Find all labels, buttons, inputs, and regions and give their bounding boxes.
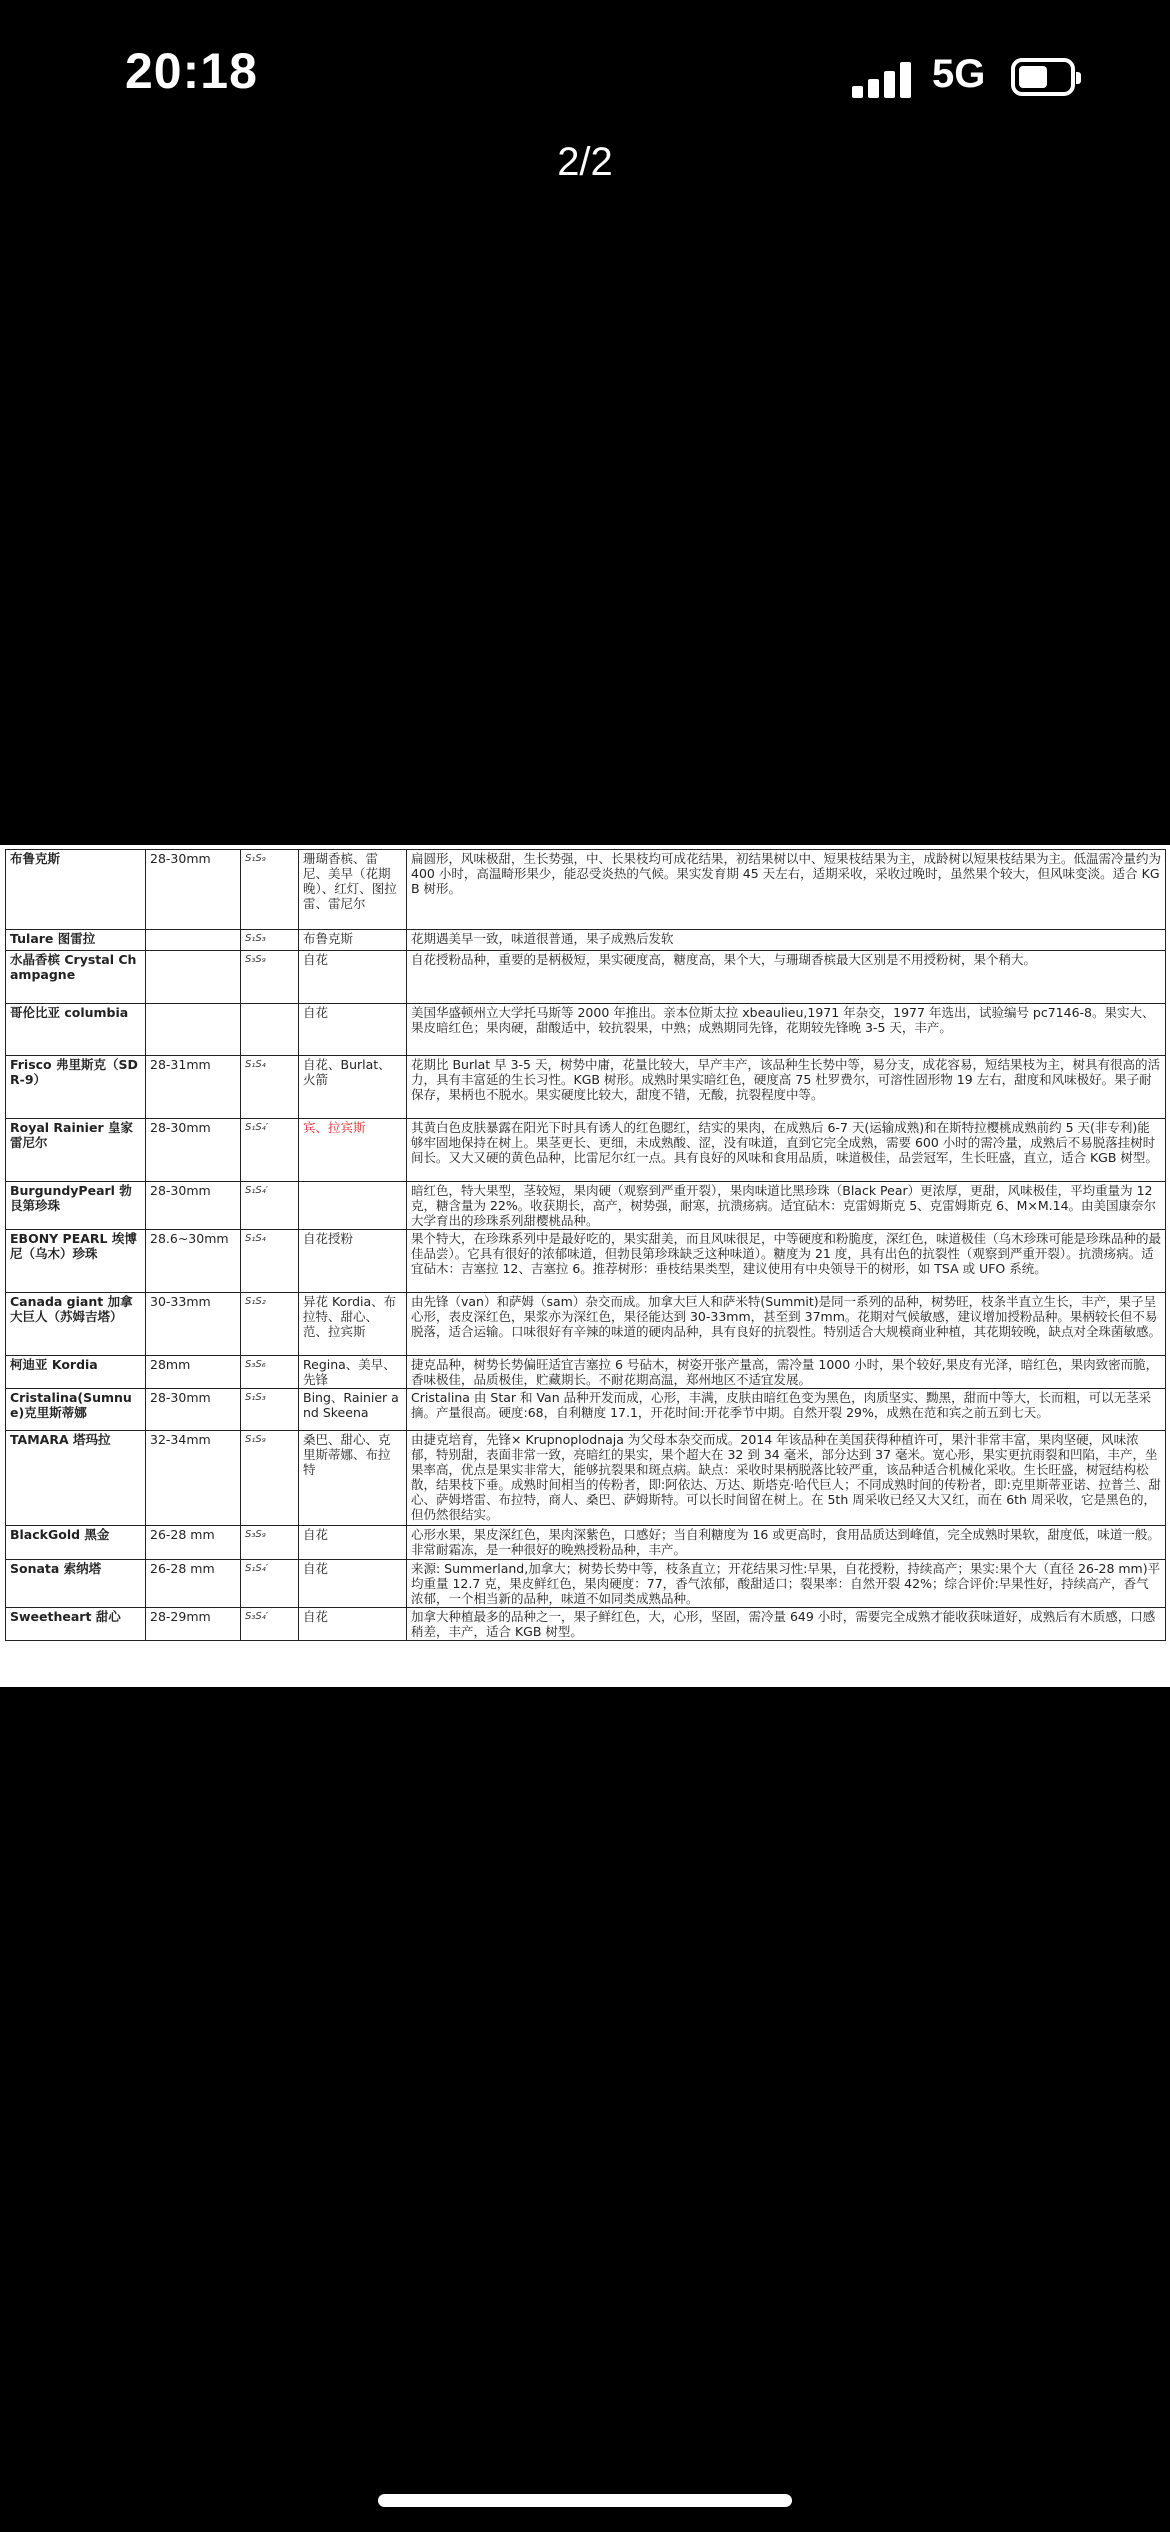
cell-name: Canada giant 加拿大巨人（苏姆吉塔）: [6, 1293, 146, 1356]
table-row: [6, 1293, 1166, 1356]
cell-name: Tulare 图雷拉: [6, 930, 146, 951]
cell-code: [241, 1004, 299, 1056]
cell-code: S₃S₄′: [241, 1608, 299, 1641]
cell-pollinator: 自花: [299, 1004, 407, 1056]
cell-pollinator: Bing、Rainier and Skeena: [299, 1389, 407, 1431]
cell-name: Sonata 索纳塔: [6, 1560, 146, 1608]
cell-size: 26-28 mm: [146, 1526, 241, 1560]
table-row: [6, 1526, 1166, 1560]
cell-code: S₁S₄′: [241, 1560, 299, 1608]
table-row: [6, 1182, 1166, 1230]
page-indicator: 2/2: [557, 140, 613, 184]
table-row: [6, 1560, 1166, 1608]
cell-code: S₃S₆: [241, 1356, 299, 1389]
status-bar: [0, 0, 1170, 150]
cellular-signal-icon: [852, 62, 914, 98]
cell-size: 30-33mm: [146, 1293, 241, 1356]
cell-description: 心形水果，果皮深红色，果肉深紫色，口感好；当自利糖度为 16 或更高时，食用品质达到峰值，完全成熟时果软，甜度低，味道一般。非常耐霜冻，是一种很好的晚熟授粉品种，丰产。: [407, 1526, 1166, 1560]
cell-code: S₁S₉: [241, 850, 299, 930]
cell-size: 28-30mm: [146, 850, 241, 930]
table-row: [6, 1389, 1166, 1431]
cell-name: EBONY PEARL 埃博尼（乌木）珍珠: [6, 1230, 146, 1293]
cell-code: S₁S₄: [241, 1230, 299, 1293]
cell-code: S₁S₉: [241, 1431, 299, 1526]
table-row: [6, 1056, 1166, 1119]
cell-name: Sweetheart 甜心: [6, 1608, 146, 1641]
cherry-variety-table: [5, 849, 1166, 1641]
cell-size: 28.6~30mm: [146, 1230, 241, 1293]
table-row: [6, 1004, 1166, 1056]
cell-size: [146, 951, 241, 1004]
cell-name: Cristalina(Sumnue)克里斯蒂娜: [6, 1389, 146, 1431]
cell-code: S₁S₂: [241, 1293, 299, 1356]
cell-name: BlackGold 黑金: [6, 1526, 146, 1560]
cell-name: 哥伦比亚 columbia: [6, 1004, 146, 1056]
cell-code: S₁S₄′: [241, 1182, 299, 1230]
cell-size: 32-34mm: [146, 1431, 241, 1526]
cell-code: S₁S₄′: [241, 1119, 299, 1182]
cell-size: 28-30mm: [146, 1182, 241, 1230]
cell-description: 捷克品种，树势长势偏旺适宜吉塞拉 6 号砧木，树姿开张产量高，需冷量 1000 小时，果个较好,果皮有光泽，暗红色，果肉致密而脆，香味极佳，品质极佳，贮藏期长。不耐花期高温，郑州地区不适宜发展。: [407, 1356, 1166, 1389]
cell-name: 水晶香槟 Crystal Champagne: [6, 951, 146, 1004]
cell-size: 28mm: [146, 1356, 241, 1389]
cell-pollinator: 异花 Kordia、布拉特、甜心、范、拉宾斯: [299, 1293, 407, 1356]
cell-pollinator: [299, 1182, 407, 1230]
cell-description: 美国华盛顿州立大学托马斯等 2000 年推出。亲本位斯太拉 xbeaulieu,1971 年杂交，1977 年选出，试验编号 pc7146-8。果实大、果皮暗红色；果肉硬，甜酸适中，较抗裂果，中熟；成熟期同先锋，花期较先锋晚 3-5 天，丰产。: [407, 1004, 1166, 1056]
cell-code: S₁S₃: [241, 930, 299, 951]
cell-description: Cristalina 由 Star 和 Van 品种开发而成，心形，丰满，皮肤由暗红色变为黑色，肉质坚实、黝黑，甜而中等大，长而粗，可以无茎采摘。产量很高。硬度:68，自利糖度 17.1，开花时间:开花季节中期。自然开裂 29%，成熟在范和宾之前五到七天。: [407, 1389, 1166, 1431]
cell-size: 28-31mm: [146, 1056, 241, 1119]
cell-size: [146, 930, 241, 951]
table-row: [6, 1119, 1166, 1182]
cell-name: 柯迪亚 Kordia: [6, 1356, 146, 1389]
cell-description: 暗红色，特大果型，茎较短，果肉硬（观察到严重开裂），果肉味道比黑珍珠（Black Pear）更浓厚，更甜，风味极佳，平均重量为 12 克，糖含量为 22%。收获期长，高产，树势强，耐寒，抗溃疡病。适宜砧木：克雷姆斯克 5、克雷姆斯克 6、M×M.14。由美国康奈尔大学育出的珍珠系列甜樱桃品种。: [407, 1182, 1166, 1230]
table-row: [6, 1431, 1166, 1526]
cell-description: 加拿大种植最多的品种之一，果子鲜红色，大，心形，坚固，需冷量 649 小时，需要完全成熟才能收获味道好，成熟后有木质感，口感稍差，丰产，适合 KGB 树型。: [407, 1608, 1166, 1641]
cell-pollinator: 珊瑚香槟、雷尼、美早（花期晚）、红灯、图拉雷、雷尼尔: [299, 850, 407, 930]
cell-description: 其黄白色皮肤暴露在阳光下时具有诱人的红色腮红，结实的果肉，在成熟后 6-7 天(运输成熟)和在斯特拉樱桃成熟前约 5 天(非专利)能够牢固地保持在树上。果茎更长、更细，未成熟酸、涩，没有味道，直到它完全成熟，需要 600 小时的需冷量，成熟后不易脱落挂树时间长。又大又硬的黄色品种，比雷尼尔红一点。具有良好的风味和食用品质，味道极佳，品尝冠军，生长旺盛，直立，适合 KGB 树型。: [407, 1119, 1166, 1182]
cell-pollinator: 宾、拉宾斯: [299, 1119, 407, 1182]
table-row: [6, 1230, 1166, 1293]
cell-name: TAMARA 塔玛拉: [6, 1431, 146, 1526]
clock: 20:18: [125, 43, 258, 99]
table-row: [6, 951, 1166, 1004]
cell-size: 26-28 mm: [146, 1560, 241, 1608]
cell-pollinator: 自花、Burlat、火箭: [299, 1056, 407, 1119]
cell-description: 自花授粉品种，重要的是柄极短，果实硬度高，糖度高，果个大，与珊瑚香槟最大区别是不用授粉树，果个稍大。: [407, 951, 1166, 1004]
cell-description: 花期遇美早一致，味道很普通，果子成熟后发软: [407, 930, 1166, 951]
cell-pollinator: 自花: [299, 1526, 407, 1560]
cell-code: S₃S₉: [241, 951, 299, 1004]
cell-name: Frisco 弗里斯克（SDR-9）: [6, 1056, 146, 1119]
cell-name: Royal Rainier 皇家雷尼尔: [6, 1119, 146, 1182]
cell-pollinator: 自花: [299, 951, 407, 1004]
table-row: [6, 1356, 1166, 1389]
cell-size: 28-30mm: [146, 1119, 241, 1182]
home-indicator[interactable]: [378, 2494, 792, 2507]
cell-pollinator: 自花授粉: [299, 1230, 407, 1293]
cell-description: 由先锋（van）和萨姆（sam）杂交而成。加拿大巨人和萨米特(Summit)是同一系列的品种，树势旺，枝条半直立生长，丰产，果子呈心形，表皮深红色，果浆亦为深红色，果径能达到 30-33mm，甚至到 37mm。花期对气候敏感，建议增加授粉品种。果柄较长但不易脱落，适合运输。口味很好有辛辣的味道的硬肉品种，具有良好的抗裂性。特别适合大规模商业种植，其花期较晚，缺点对全珠菌敏感。: [407, 1293, 1166, 1356]
cell-name: BurgundyPearl 勃艮第珍珠: [6, 1182, 146, 1230]
table-row: [6, 1608, 1166, 1641]
cell-pollinator: Regina、美早、先锋: [299, 1356, 407, 1389]
table-row: [6, 930, 1166, 951]
cell-description: 扁圆形，风味极甜，生长势强，中、长果枝均可成花结果，初结果树以中、短果枝结果为主，成龄树以短果枝结果为主。低温需冷量约为 400 小时，高温畸形果少，能忍受炎热的气候。果实发育期 45 天左右，适期采收，采收过晚时，虽然果个较大，但风味变淡。适合 KGB 树形。: [407, 850, 1166, 930]
document-page[interactable]: [0, 845, 1170, 1687]
table-row: [6, 850, 1166, 930]
cell-code: S₁S₄: [241, 1056, 299, 1119]
cell-code: S₁S₃: [241, 1389, 299, 1431]
cell-description: 果个特大，在珍珠系列中是最好吃的，果实甜美，而且风味很足，中等硬度和粉脆度，深红色，味道极佳（乌木珍珠可能是珍珠品种的最佳品尝）。它具有很好的浓郁味道，但勃艮第珍珠缺乏这种味道）。糖度为 21 度，具有出色的抗裂性（观察到严重开裂）。抗溃疡病。适宜砧木：吉塞拉 12、吉塞拉 6。推荐树形：垂枝结果类型，建议使用有中央领导干的树形，如 TSA 或 UFO 系统。: [407, 1230, 1166, 1293]
cell-description: 花期比 Burlat 早 3-5 天，树势中庸，花量比较大，早产丰产，该品种生长势中等，易分支，成花容易，短结果枝为主，树具有很高的活力，具有丰富延的生长习性。KGB 树形。成熟时果实暗红色，硬度高 75 杜罗费尔，可溶性固形物 19 左右，甜度和风味极好。果子耐保存，果柄也不脱水。果实硬度比较大，甜度不错，无酸，抗裂程度中等。: [407, 1056, 1166, 1119]
cell-code: S₃S₉: [241, 1526, 299, 1560]
cell-size: 28-29mm: [146, 1608, 241, 1641]
battery-icon: [1011, 58, 1075, 96]
cell-pollinator: 自花: [299, 1608, 407, 1641]
cell-size: [146, 1004, 241, 1056]
cell-description: 由捷克培育，先锋× Krupnoplodnaja 为父母本杂交而成。2014 年该品种在美国获得种植许可，果汁非常丰富，果肉坚硬，风味浓郁，特别甜，表面非常一致，亮暗红的果实，果个超大在 32 到 34 毫米，部分达到 37 毫米。宽心形，果实更抗雨裂和凹陷，丰产，坐果率高，优点是果实非常大，能够抗裂果和斑点病。缺点：采收时果柄脱落比较严重，该品种适合机械化采收。生长旺盛，树冠结构松散，结果枝下垂。成熟时间相当的传粉者，即:阿依达、万达、斯塔克·哈代巨人；不同成熟时间的传粉者，即:克里斯蒂亚诺、拉普兰、甜心、萨姆塔雷、布拉特，商人、桑巴、萨姆斯特。可以长时间留在树上。在 5th 周采收已经又大又红，而在 6th 周采收，它是黑色的，但仍然很结实。: [407, 1431, 1166, 1526]
cell-name: 布鲁克斯: [6, 850, 146, 930]
cell-pollinator: 布鲁克斯: [299, 930, 407, 951]
network-type: 5G: [932, 52, 986, 96]
cell-size: 28-30mm: [146, 1389, 241, 1431]
cell-pollinator: 自花: [299, 1560, 407, 1608]
cell-description: 来源: Summerland,加拿大；树势长势中等，枝条直立；开花结果习性:早果，自花授粉，持续高产；果实:果个大（直径 26-28 mm)平均重量 12.7 克，果皮鲜红色，果肉硬度：77，香气浓郁，酸甜适口；裂果率：自然开裂 42%；综合评价:早果性好，持续高产，香气浓郁，一个相当新的品种，味道不如同类成熟品种。: [407, 1560, 1166, 1608]
cell-pollinator: 桑巴、甜心、克里斯蒂娜、布拉特: [299, 1431, 407, 1526]
